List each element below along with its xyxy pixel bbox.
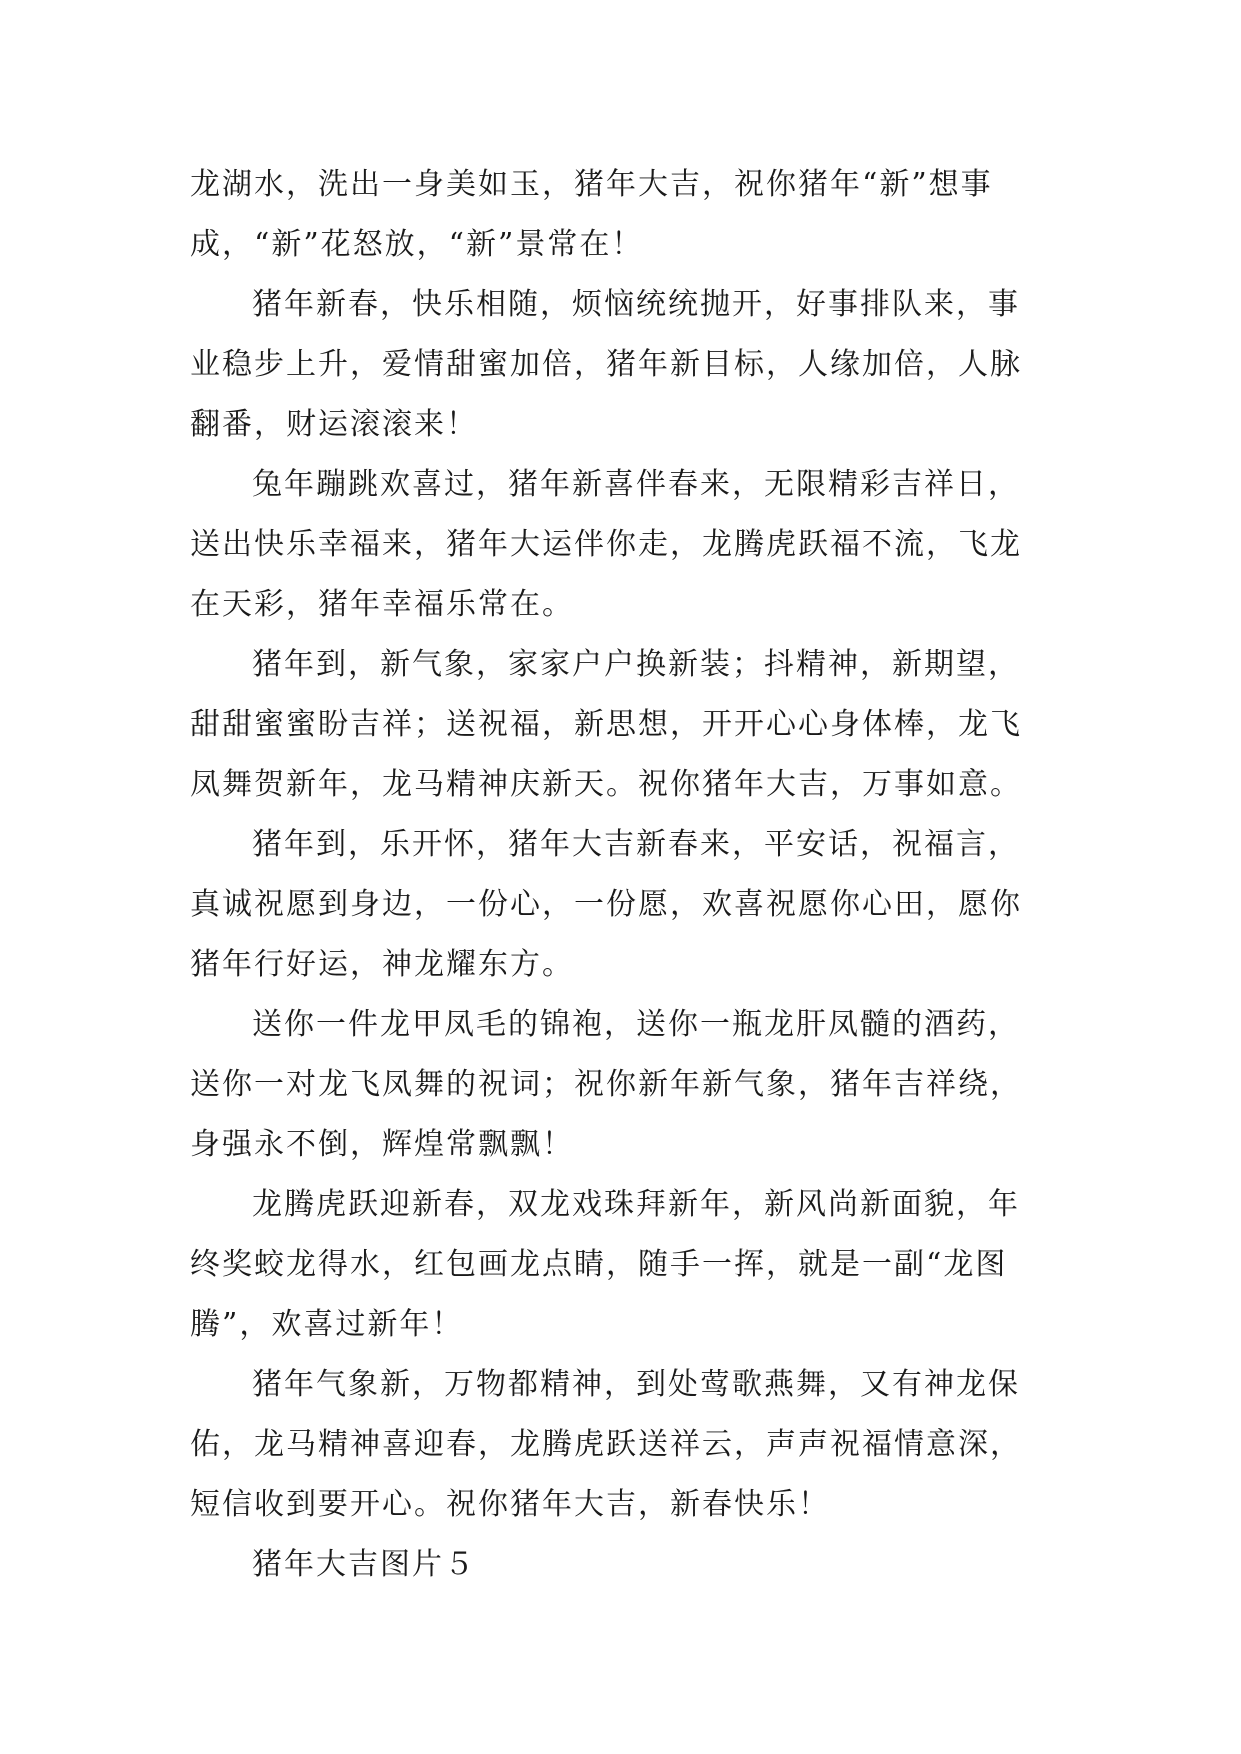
document-body — [190, 155, 1050, 1595]
section-heading — [190, 1535, 1050, 1595]
text-line: 在天彩，猪年幸福乐常在。 — [190, 587, 574, 622]
paragraph-6 — [190, 995, 1050, 1175]
text-line: 腾”，欢喜过新年！ — [190, 1307, 464, 1342]
paragraph-4 — [190, 635, 1050, 815]
paragraph-7 — [190, 1175, 1050, 1355]
text-line: 龙腾虎跃迎新春，双龙戏珠拜新年，新风尚新面貌，年 — [252, 1187, 1020, 1222]
text-line: 猪年到，新气象，家家户户换新装；抖精神，新期望， — [252, 647, 1020, 682]
text-line: 甜甜蜜蜜盼吉祥；送祝福，新思想，开开心心身体棒，龙飞 — [190, 707, 1022, 742]
text-line: 送出快乐幸福来，猪年大运伴你走，龙腾虎跃福不流，飞龙 — [190, 527, 1022, 562]
paragraph-5 — [190, 815, 1050, 995]
paragraph-1 — [190, 155, 1050, 275]
text-line: 送你一对龙飞凤舞的祝词；祝你新年新气象，猪年吉祥绕， — [190, 1067, 1022, 1102]
text-line: 短信收到要开心。祝你猪年大吉，新春快乐！ — [190, 1487, 830, 1522]
text-line: 猪年到，乐开怀，猪年大吉新春来，平安话，祝福言， — [252, 827, 1020, 862]
text-line: 送你一件龙甲凤毛的锦袍，送你一瓶龙肝凤髓的酒药， — [252, 1007, 1020, 1042]
paragraph-2 — [190, 275, 1050, 455]
text-line: 翻番，财运滚滚来！ — [190, 407, 478, 442]
text-line: 身强永不倒，辉煌常飘飘！ — [190, 1127, 574, 1162]
text-line: 佑，龙马精神喜迎春，龙腾虎跃送祥云，声声祝福情意深， — [190, 1427, 1022, 1462]
text-line: 猪年行好运，神龙耀东方。 — [190, 947, 574, 982]
text-line: 成，“新”花怒放，“新”景常在！ — [190, 227, 644, 262]
text-line: 兔年蹦跳欢喜过，猪年新喜伴春来，无限精彩吉祥日， — [252, 467, 1020, 502]
paragraph-3 — [190, 455, 1050, 635]
text-line: 凤舞贺新年，龙马精神庆新天。祝你猪年大吉，万事如意。 — [190, 767, 1022, 802]
text-line: 真诚祝愿到身边，一份心，一份愿，欢喜祝愿你心田，愿你 — [190, 887, 1022, 922]
heading-line: 猪年大吉图片５ — [252, 1547, 476, 1582]
text-line: 猪年气象新，万物都精神，到处莺歌燕舞，又有神龙保 — [252, 1367, 1020, 1402]
text-line: 终奖蛟龙得水，红包画龙点睛，随手一挥，就是一副“龙图 — [190, 1247, 1008, 1282]
text-line: 业稳步上升，爱情甜蜜加倍，猪年新目标，人缘加倍，人脉 — [190, 347, 1022, 382]
text-line: 龙湖水，洗出一身美如玉，猪年大吉，祝你猪年“新”想事 — [190, 167, 993, 202]
text-line: 猪年新春，快乐相随，烦恼统统抛开，好事排队来，事 — [252, 287, 1020, 322]
paragraph-8 — [190, 1355, 1050, 1535]
